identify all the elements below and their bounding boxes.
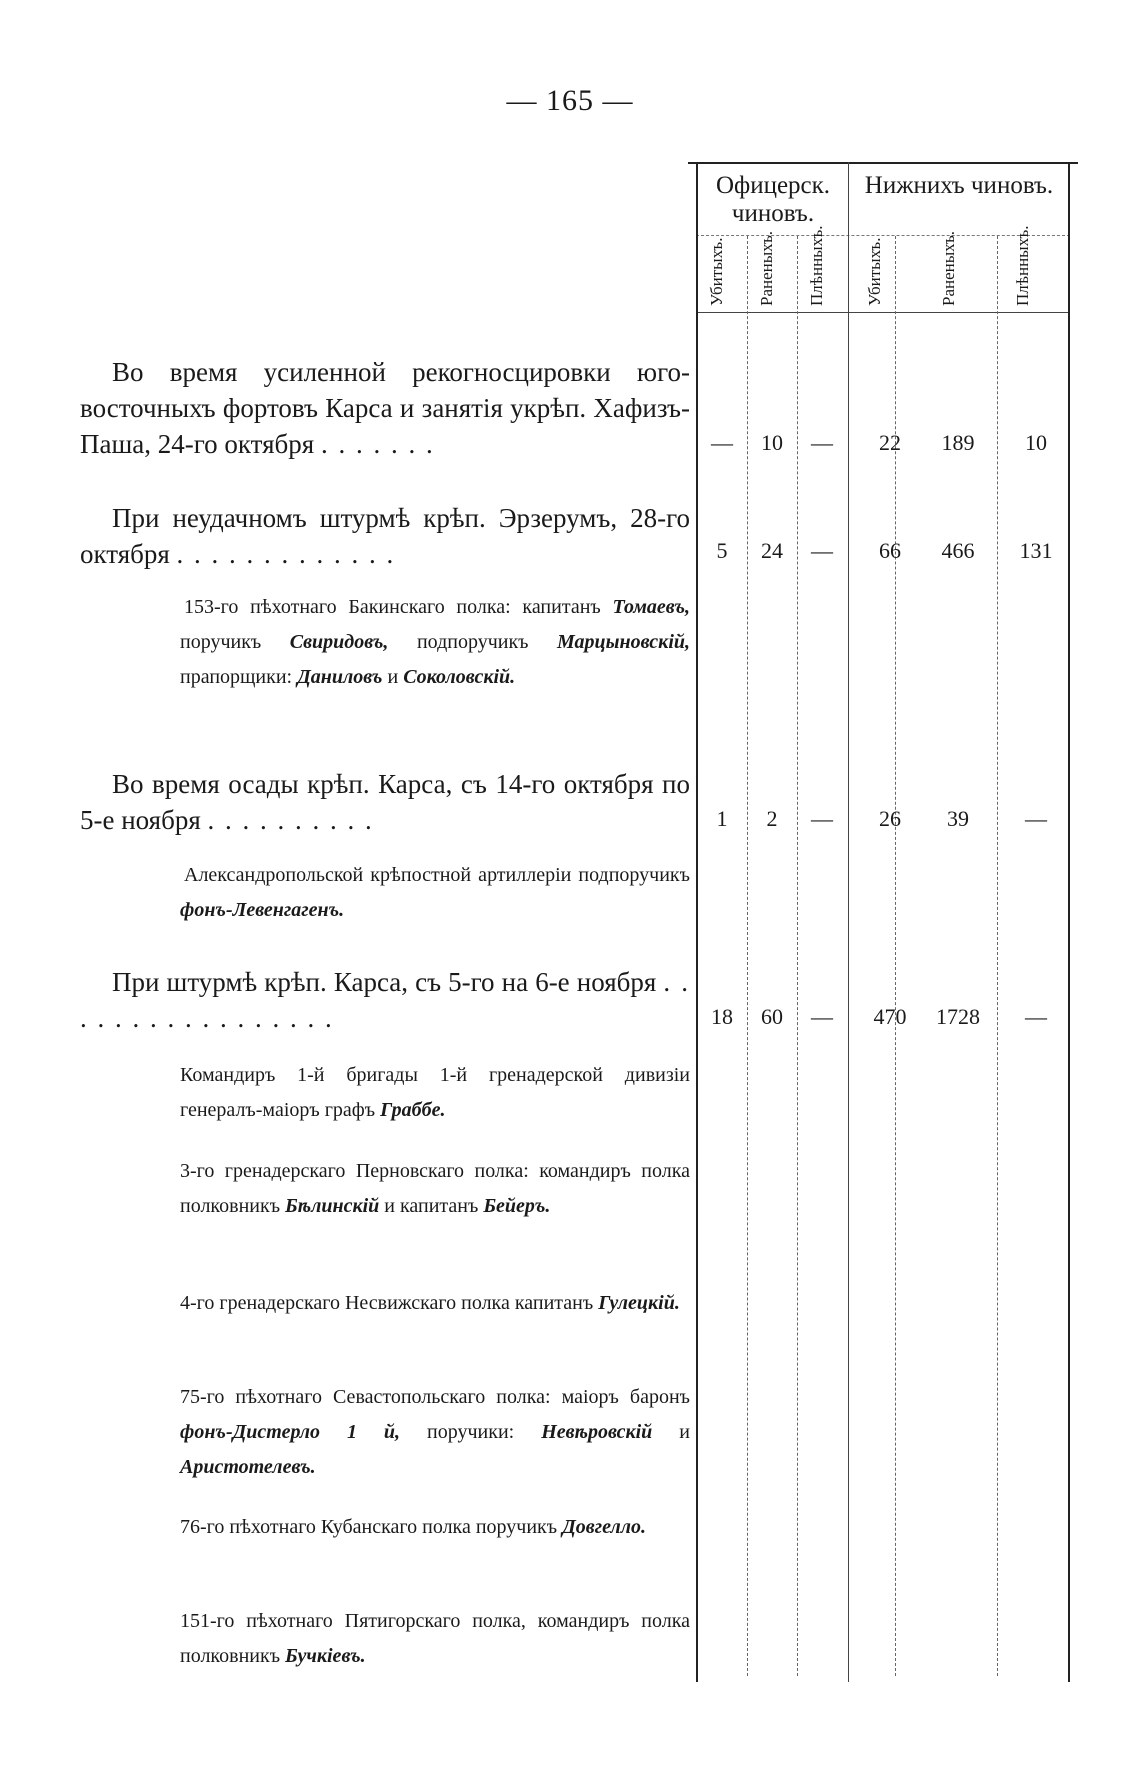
note-8 (180, 1604, 690, 1674)
table-left-rule (696, 162, 698, 1682)
header-bottom-rule (696, 312, 1070, 313)
note-5-name-guletsky: Гулецкій. (598, 1292, 680, 1314)
entry-2-lower-killed: 66 (879, 538, 901, 563)
entry-1-lower-killed: 22 (879, 430, 901, 455)
col-header-lower-killed: Убитыхъ. (865, 237, 884, 306)
entry-4-lower-captured: — (1025, 1004, 1047, 1029)
entry-2-lower-captured: 131 (1019, 538, 1053, 563)
table-right-rule (1068, 162, 1070, 1682)
col-header-lower-wounded: Раненыхъ. (939, 230, 958, 306)
group-separator-rule (848, 162, 849, 1682)
note-4 (180, 1154, 690, 1224)
note-1-text-a: 153-го пѣхотнаго Бакинскаго полка: капитанъ (184, 596, 613, 618)
entry-2-officers-wounded: 24 (761, 538, 783, 563)
entry-4-leader: . . . . . . . . . . . . . . . . . (80, 967, 691, 1033)
col-header-officers-killed: Убитыхъ. (707, 237, 726, 306)
note-7-name-dovgello: Довгелло. (562, 1516, 646, 1538)
note-2-text-a: Александропольской крѣпостной артиллеріи подпоручикъ (184, 864, 690, 886)
note-1-text-i: и (382, 666, 404, 688)
entry-4-officers-killed: 18 (711, 1004, 733, 1029)
entry-1-lower-wounded: 189 (941, 430, 975, 455)
note-1-name-danilov: Даниловъ (297, 666, 383, 688)
officers-group-header: Офицерск. чиновъ. (715, 172, 831, 227)
table-top-rule (688, 162, 1078, 164)
note-8-name-buchkiev: Бучкіевъ. (285, 1645, 366, 1667)
entry-2-text (80, 500, 690, 572)
entry-2-lower-wounded: 466 (941, 538, 975, 563)
note-4-text-c: и капитанъ (379, 1195, 484, 1217)
note-7 (180, 1510, 690, 1545)
entry-4-label: При штурмѣ крѣп. Карса, съ 5-го на 6-е ноября (112, 967, 657, 997)
entry-3-lower-captured: — (1025, 806, 1047, 831)
entry-1-officers-wounded: 10 (761, 430, 783, 455)
note-4-name-belinsky: Бѣлинскій (285, 1195, 380, 1217)
entry-3-text (80, 766, 690, 838)
note-1-text-e: подпоручикъ (388, 631, 558, 653)
entry-3-officers-killed: 1 (716, 806, 728, 831)
note-2-name-levenhagen: фонъ-Левенгагенъ. (180, 899, 345, 921)
note-6-name-aristotelev: Аристотелевъ. (180, 1456, 316, 1478)
note-6-text-c: поручики: (400, 1421, 542, 1443)
note-1-text-c: поручикъ (180, 631, 290, 653)
column-divider-4 (997, 236, 998, 1676)
entry-2-label: При неудачномъ штурмѣ крѣп. Эрзерумъ, 28-го октября (80, 503, 690, 569)
entry-1-label: Во время усиленной рекогносцировки юго-восточныхъ фортовъ Карса и занятія укрѣп. Хафизъ-Паша, 24-го октября (80, 357, 690, 459)
entry-4-officers-captured: — (811, 1004, 833, 1029)
entry-2-officers-killed: 5 (716, 538, 728, 563)
entry-3-officers-captured: — (811, 806, 833, 831)
note-4-text-a: 3-го гренадерскаго Перновскаго полка: командиръ полка полковникъ (180, 1160, 690, 1217)
note-1-name-tomaev: Томаевъ, (612, 596, 690, 618)
col-header-officers-wounded: Раненыхъ. (757, 230, 776, 306)
note-7-text-a: 76-го пѣхотнаго Кубанскаго полка поручикъ (180, 1516, 563, 1538)
entry-4-lower-killed: 470 (873, 1004, 907, 1029)
entry-2-officers-captured: — (811, 538, 833, 563)
note-1-name-sokolovsky: Соколовскій. (403, 666, 516, 688)
entry-3-lower-killed: 26 (879, 806, 901, 831)
entry-3-lower-wounded: 39 (947, 806, 969, 831)
note-2 (180, 858, 690, 928)
lower-ranks-group-header: Нижнихъ чиновъ. (864, 172, 1054, 199)
note-1-name-martsynovsky: Марцыновскій, (557, 631, 690, 653)
note-5 (180, 1286, 690, 1321)
note-1-text-g: прапорщики: (180, 666, 298, 688)
note-5-text-a: 4-го гренадерскаго Несвижскаго полка капитанъ (180, 1292, 599, 1314)
entry-1-leader: . . . . . . . (320, 429, 435, 459)
col-header-officers-captured: Плѣнныхъ. (807, 225, 826, 306)
entry-4-lower-wounded: 1728 (936, 1004, 980, 1029)
note-6-text-e: и (652, 1421, 691, 1443)
page-number: — 165 — (506, 84, 634, 117)
entry-4-officers-wounded: 60 (761, 1004, 783, 1029)
entry-3-officers-wounded: 2 (766, 806, 778, 831)
note-1-name-sviridov: Свиридовъ, (289, 631, 389, 653)
note-8-text-a: 151-го пѣхотнаго Пятигорскаго полка, командиръ полка полковникъ (180, 1610, 690, 1667)
note-1 (180, 590, 690, 695)
note-3-name-grabbe: Граббе. (380, 1099, 446, 1121)
entry-1-text (80, 354, 690, 462)
entry-4-text (80, 964, 690, 1036)
note-3-text-a: Командиръ 1-й бригады 1-й гренадерской дивизіи генералъ-маіоръ графъ (180, 1064, 690, 1121)
entry-3-leader: . . . . . . . . . . (207, 805, 374, 835)
entry-1-lower-captured: 10 (1025, 430, 1047, 455)
entry-1-officers-captured: — (811, 430, 833, 455)
note-6-text-a: 75-го пѣхотнаго Севастопольскаго полка: маіоръ баронъ (180, 1386, 690, 1408)
note-4-name-beyer: Бейеръ. (483, 1195, 551, 1217)
entry-3-label: Во время осады крѣп. Карса, съ 14-го октября по 5-е ноября (80, 769, 690, 835)
entry-1-officers-killed: — (711, 430, 733, 455)
entry-2-leader: . . . . . . . . . . . . . (176, 539, 396, 569)
note-6 (180, 1380, 690, 1485)
note-6-name-disterlo: фонъ-Дистерло 1 й, (180, 1421, 401, 1443)
col-header-lower-captured: Плѣнныхъ. (1013, 225, 1032, 306)
note-3 (180, 1058, 690, 1128)
note-6-name-neverovsky: Невѣровскій (541, 1421, 653, 1443)
